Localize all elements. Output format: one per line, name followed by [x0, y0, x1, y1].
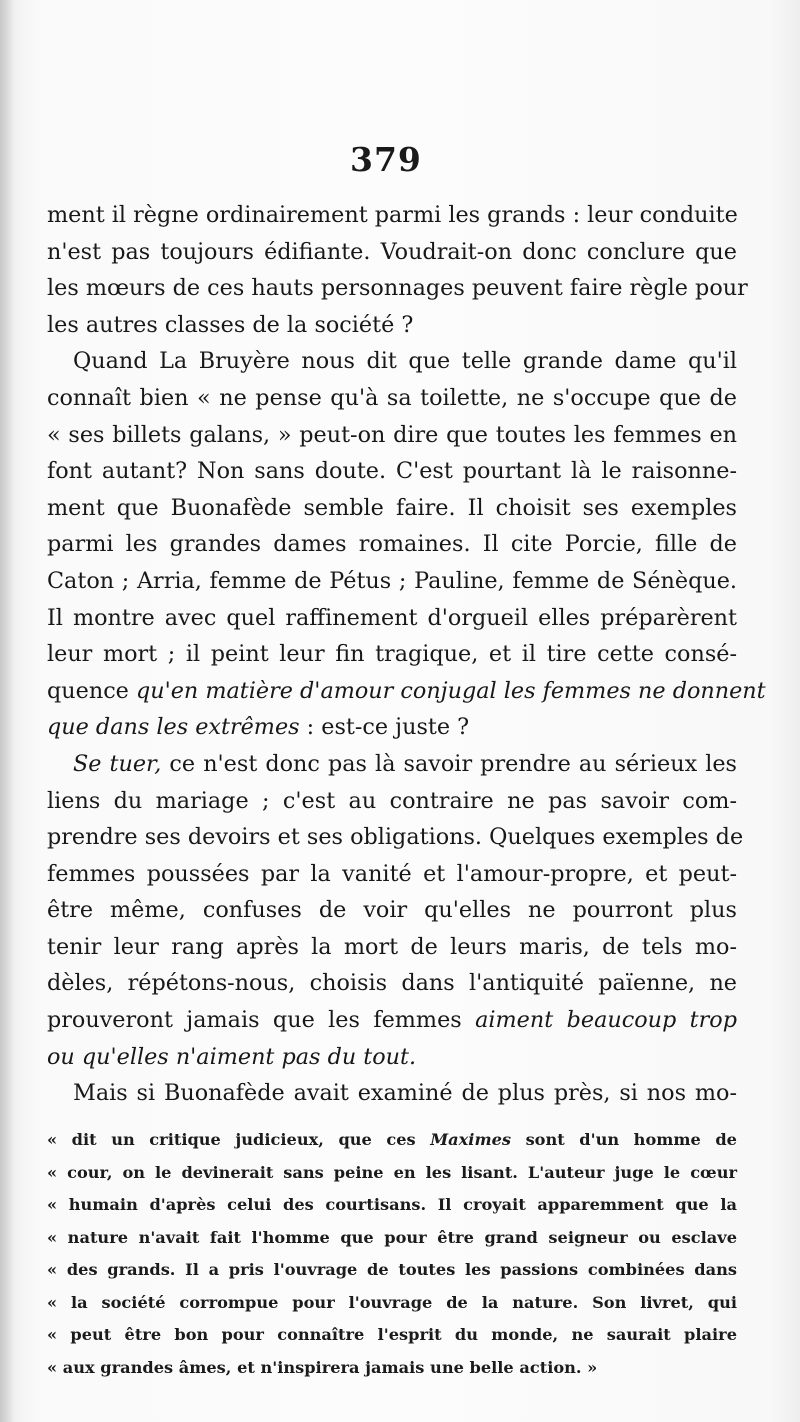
- body-line: [47, 673, 766, 710]
- body-line: Quand La Bruyère nous dit que telle grande dame qu'il: [73, 348, 737, 375]
- body-line: être même, confuses de voir qu'elles ne pourront plus: [47, 897, 737, 924]
- body-line: connaît bien « ne pense qu'à sa toilette, ne s'occupe que de: [47, 384, 737, 411]
- body-line: parmi les grandes dames romaines. Il cite Porcie, fille de: [47, 531, 737, 558]
- footnote-line: « humain d'après celui des courtisans. Il croyait apparemment que la: [47, 1195, 737, 1214]
- footnote-line: « la société corrompue pour l'ouvrage de la nature. Son livret, qui: [47, 1292, 737, 1312]
- body-line: [47, 1039, 737, 1076]
- body-line-plain: quence: [47, 677, 136, 704]
- body-line: [47, 746, 737, 783]
- body-line: liens du mariage ; c'est au contraire ne pas savoir com-: [47, 787, 737, 814]
- footnote-line: « aux grandes âmes, et n'inspirera jamais une belle action. »: [47, 1357, 598, 1377]
- body-line: n'est pas toujours édifiante. Voudrait-on donc conclure que: [47, 238, 737, 265]
- body-line-plain: ce n'est donc pas là savoir prendre au sérieux les: [161, 750, 737, 777]
- body-line: femmes poussées par la vanité et l'amour-propre, et peut-: [47, 860, 737, 887]
- body-line: [47, 709, 737, 746]
- footnote-line-plain: « dit un critique judicieux, que ces: [47, 1130, 431, 1149]
- body-line: Mais si Buonafède avait examiné de plus près, si nos mo-: [73, 1080, 737, 1107]
- body-line: tenir leur rang après la mort de leurs maris, de tels mo-: [47, 933, 737, 960]
- body-line: [47, 1002, 737, 1039]
- body-line: dèles, répétons-nous, choisis dans l'antiquité païenne, ne: [47, 970, 737, 997]
- footnote-line: [47, 1124, 737, 1157]
- body-line: font autant? Non sans doute. C'est pourtant là le raisonne-: [47, 458, 737, 485]
- body-line: leur mort ; il peint leur fin tragique, et il tire cette consé-: [47, 641, 737, 668]
- footnote-line: « nature n'avait fait l'homme que pour être grand seigneur ou esclave: [47, 1227, 737, 1247]
- footnote: [47, 1124, 737, 1384]
- page-gutter-shadow: [0, 0, 14, 1422]
- body-line-italic: qu'en matière d'amour conjugal les femmes ne donnent: [135, 677, 766, 704]
- body-line-italic: Se tuer,: [73, 750, 162, 777]
- body-line-italic: aiment beaucoup trop: [475, 1007, 737, 1034]
- body-line: Caton ; Arria, femme de Pétus ; Pauline, femme de Sénèque.: [47, 567, 737, 594]
- footnote-line: « des grands. Il a pris l'ouvrage de toutes les passions combinées dans: [47, 1260, 737, 1279]
- body-line: ment il règne ordinairement parmi les grands : leur conduite: [47, 202, 738, 228]
- body-line-plain: : est-ce juste ?: [299, 714, 470, 741]
- body-line-plain: prouveront jamais que les femmes: [47, 1007, 476, 1034]
- body-line: Il montre avec quel raffinement d'orgueil elles préparèrent: [47, 604, 737, 631]
- body-line-italic: que dans les extrêmes: [47, 714, 300, 741]
- page-number: 379: [350, 140, 422, 179]
- body-line: « ses billets galans, » peut-on dire que toutes les femmes en: [47, 421, 737, 448]
- footnote-line: « peut être bon pour connaître l'esprit du monde, ne saurait plaire: [47, 1325, 737, 1344]
- footnote-line-italic: Maximes: [430, 1130, 511, 1149]
- body-line: les autres classes de la société ?: [47, 311, 414, 338]
- footnote-line: « cour, on le devinerait sans peine en les lisant. L'auteur juge le cœur: [47, 1162, 737, 1182]
- footnote-line-plain: sont d'un homme de: [511, 1130, 737, 1149]
- body-line: les mœurs de ces hauts personnages peuvent faire règle pour: [47, 275, 748, 302]
- body-text: [47, 197, 766, 1112]
- body-line-italic: ou qu'elles n'aiment pas du tout.: [47, 1043, 417, 1070]
- body-line: prendre ses devoirs et ses obligations. Quelques exemples de: [47, 824, 744, 851]
- body-line: ment que Buonafède semble faire. Il choisit ses exemples: [47, 494, 737, 521]
